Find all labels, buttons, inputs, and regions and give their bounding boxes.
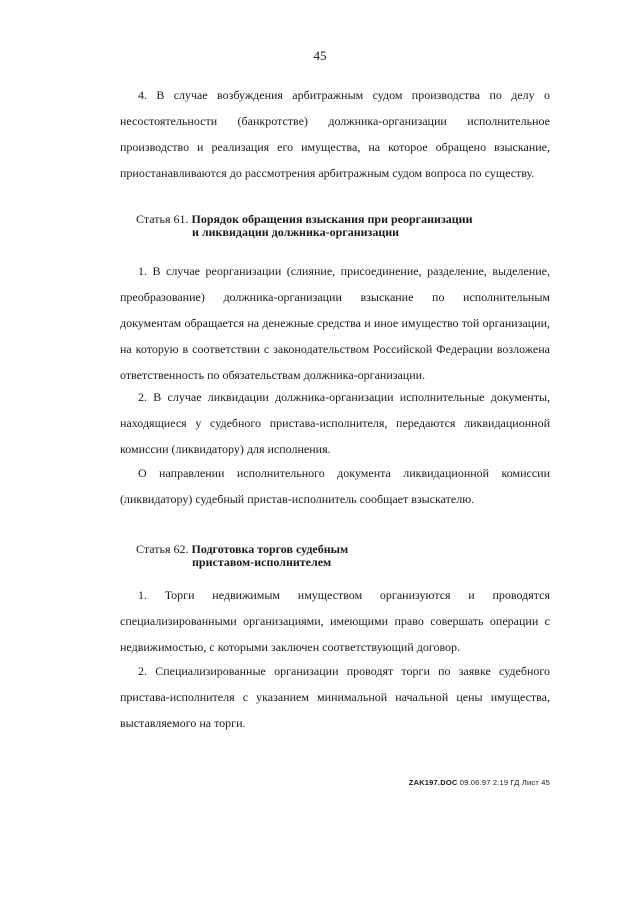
footer-meta: 09.06.97 2:19 ГД Лист 45 [459, 778, 550, 787]
article-62-title-line2: приставом-исполнителем [192, 555, 332, 569]
paragraph-art61-reorganization [120, 258, 550, 388]
paragraph-art62-real-estate [120, 582, 550, 660]
article-61-title-line2: и ликвидации должника-организации [192, 225, 400, 239]
article-62-label: Статья 62. [136, 542, 189, 556]
article-61-title-line1: Порядок обращения взыскания при реорганизации [191, 212, 473, 226]
article-61-label: Статья 61. [136, 212, 189, 226]
page-number: 45 [313, 48, 327, 63]
article-61-heading [136, 213, 516, 239]
page-footer [409, 778, 550, 787]
footer-file-code: ZAK197.DOC [408, 778, 458, 787]
paragraph-art61-liquidation [120, 384, 550, 462]
paragraph-text: О направлении исполнительного документа ликвидационной комиссии (ликвидатору) судебный пристав-исполнитель сообщает взыскателю. [120, 466, 550, 506]
paragraph-art62-specialized-orgs [120, 658, 550, 736]
paragraph-text: 2. В случае ликвидации должника-организации исполнительные документы, находящиеся у судебного пристава-исполнителя, передаются ликвидационной комиссии (ликвидатору) для исполнения. [120, 390, 550, 456]
paragraph-bankruptcy-suspension [120, 82, 550, 186]
article-62-title-line1: Подготовка торгов судебным [191, 542, 349, 556]
article-62-heading [136, 543, 516, 569]
paragraph-text: 1. Торги недвижимым имуществом организуются и проводятся специализированными организациями, имеющими право совершать операции с недвижимостью, с которыми заключен соответствующий договор. [120, 588, 550, 654]
paragraph-text: 1. В случае реорганизации (слияние, присоединение, разделение, выделение, преобразование) должника-организации взыскание по исполнительным документам обращается на денежные средства и иное имущество той организации, на которую в соответствии с законодательством Российской Федерации возложена ответственность по обязательствам должника-организации. [120, 264, 550, 382]
paragraph-text: 4. В случае возбуждения арбитражным судом производства по делу о несостоятельности (банкротстве) должника-организации исполнительное производство и реализация его имущества, на которое обращено взыскание, приостанавливаются до рассмотрения арбитражным судом вопроса по существу. [120, 88, 550, 180]
paragraph-text: 2. Специализированные организации проводят торги по заявке судебного пристава-исполнителя с указанием минимальной начальной цены имущества, выставляемого на торги. [120, 664, 550, 730]
paragraph-art61-notification [120, 460, 550, 512]
